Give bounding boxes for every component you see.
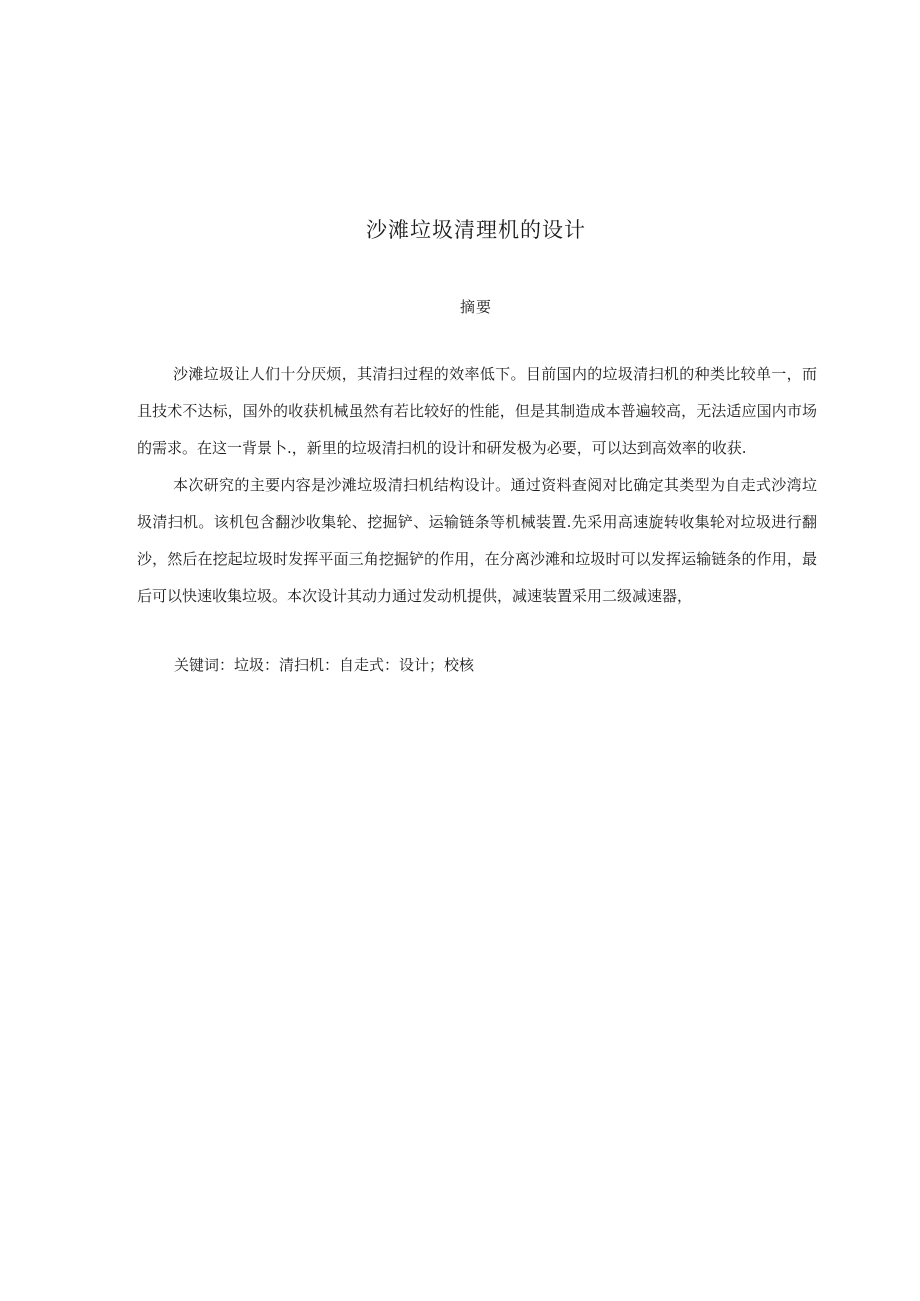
- keywords-line: 关键词：垃圾：清扫机：自走式：设计；校核: [174, 656, 475, 674]
- abstract-heading: 摘要: [459, 298, 492, 316]
- abstract-body: [137, 356, 817, 615]
- document-title: 沙滩垃圾清理机的设计: [366, 218, 586, 242]
- abstract-paragraph-2: 本次研究的主要内容是沙滩垃圾清扫机结构设计。通过资料查阅对比确定其类型为自走式沙湾垃圾清扫机。该机包含翻沙收集轮、挖掘铲、运输链条等机械装置.先采用高速旋转收集轮对垃圾进行翻沙，然后在挖起垃圾时发挥平面三角挖掘铲的作用，在分离沙滩和垃圾时可以发挥运输链条的作用，最后可以快速收集垃圾。本次设计其动力通过发动机提供，减速装置采用二级减速器，: [137, 476, 817, 605]
- abstract-paragraph-1: 沙滩垃圾让人们十分厌烦，其清扫过程的效率低下。目前国内的垃圾清扫机的种类比较单一，而且技术不达标，国外的收获机械虽然有若比较好的性能，但是其制造成本普遍较高，无法适应国内市场的需求。在这一背景卜.，新里的垃圾清扫机的设计和研发极为必要，可以达到高效率的收获.: [137, 365, 817, 457]
